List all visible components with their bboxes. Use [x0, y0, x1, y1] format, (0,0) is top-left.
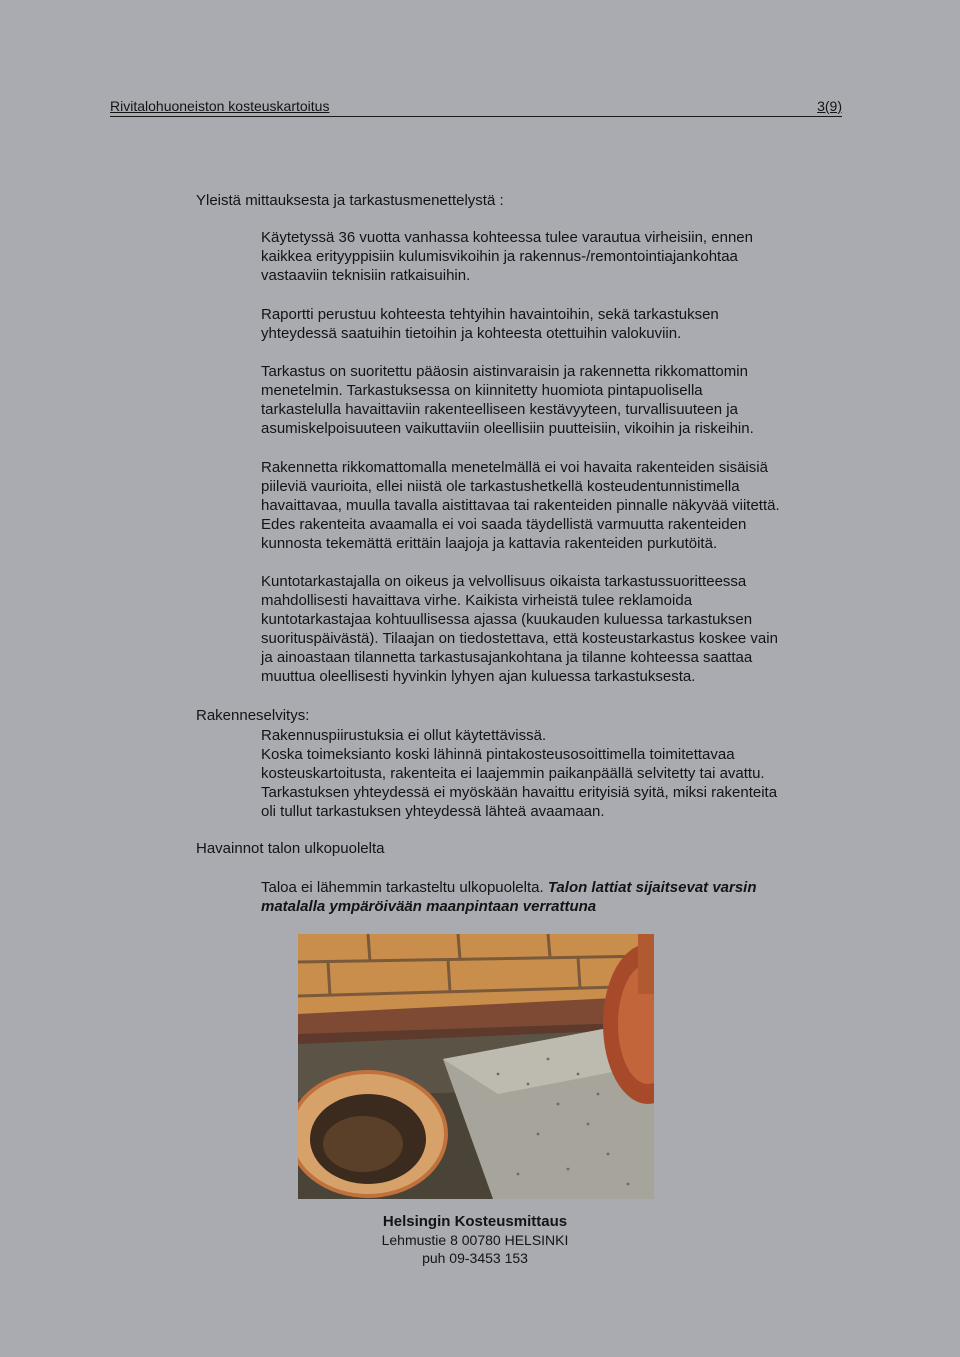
text-line: Käytetyssä 36 vuotta vanhassa kohteessa tulee varautua virheisiin, ennen: [261, 229, 753, 246]
paragraph-method: [261, 362, 841, 438]
paragraph-age: [261, 228, 841, 285]
text-line: menetelmin. Tarkastuksessa on kiinnitetty huomiota pintapuolisella: [261, 382, 703, 400]
section-heading-outside: Havainnot talon ulkopuolelta: [196, 840, 385, 857]
company-name: Helsingin Kosteusmittaus: [382, 1213, 568, 1230]
emphasis-text: Talon lattiat sijaitsevat varsin: [547, 879, 757, 896]
text-line: Rakennuspiirustuksia ei ollut käytettävissä.: [261, 727, 547, 744]
text-line: kunnosta tekemättä erittäin laajoja ja kattavia rakenteiden purkutöitä.: [261, 535, 718, 553]
text-line: kosteuskartoitusta, rakenteita ei laajemmin paikanpäällä selvitetty tai avattu.: [261, 765, 765, 783]
document-title: Rivitalohuoneiston kosteuskartoitus: [110, 98, 330, 114]
text-line: [261, 878, 841, 897]
text-line: asumiskelpoisuuteen vaikuttaviin oleellisiin puutteisiin, vikoihin ja riskeihin.: [261, 420, 754, 438]
text-line: Tarkastuksen yhteydessä ei myöskään havaittu erityisiä syitä, miksi rakenteita: [261, 784, 778, 802]
page-footer: [300, 1213, 650, 1267]
text-line: Raportti perustuu kohteesta tehtyihin havaintoihin, sekä tarkastuksen: [261, 306, 719, 323]
text-line: tarkastelulla havaittaviin rakenteelliseen kestävyyteen, turvallisuuteen ja: [261, 401, 738, 419]
company-phone: puh 09-3453 153: [422, 1250, 528, 1266]
text-line: Rakennetta rikkomattomalla menetelmällä ei voi havaita rakenteiden sisäisiä: [261, 459, 768, 476]
text-line: ja ainoastaan tilannetta tarkastusajankohtana ja tilanne kohteessa saattaa: [261, 649, 753, 667]
plain-text: Taloa ei lähemmin tarkasteltu ulkopuolelta.: [261, 879, 548, 896]
text-line: Kuntotarkastajalla on oikeus ja velvollisuus oikaista tarkastussuoritteessa: [261, 573, 747, 590]
text-line: mahdollisesti havaittava virhe. Kaikista virheistä tulee reklamoida: [261, 592, 693, 610]
text-line: Koska toimeksianto koski lähinnä pintakosteusosoittimella toimitettavaa: [261, 746, 735, 764]
text-line: Edes rakenteita avaamalla ei voi saada täydellistä varmuutta rakenteiden: [261, 516, 747, 534]
text-line: yhteydessä saatuihin tietoihin ja kohteesta otettuihin valokuviin.: [261, 325, 682, 343]
text-line: muuttua oleellisesti hyvinkin lyhyen ajan kuluessa tarkastuksesta.: [261, 668, 696, 686]
section-heading-general: Yleistä mittauksesta ja tarkastusmenettelystä :: [196, 192, 504, 209]
company-address: Lehmustie 8 00780 HELSINKI: [381, 1232, 569, 1248]
section-heading-structure: Rakenneselvitys:: [196, 707, 310, 724]
text-line: piileviä vaurioita, ellei niistä ole tarkastushetkellä kosteudentunnistimella: [261, 478, 740, 496]
text-line: suorituspäivästä). Tilaajan on tiedostettava, että kosteustarkastus koskee vain: [261, 630, 778, 648]
text-line: Tarkastus on suoritettu pääosin aistinvaraisin ja rakennetta rikkomattomin: [261, 363, 748, 380]
paragraph-limitations: [261, 458, 841, 553]
text-line: havaittavaa, muulla tavalla aistittavaa tai rakenteiden pinnalle näkyvää viitettä.: [261, 497, 780, 515]
paragraph-outside: [261, 878, 841, 916]
paragraph-corrections: [261, 572, 841, 687]
paragraph-structure: [261, 726, 841, 821]
text-line: kaikkea erityyppisiin kulumisvikoihin ja rakennus-/remontointiajankohtaa: [261, 248, 738, 266]
text-line: kuntotarkastajaa kohtuullisessa ajassa (kuukauden kuluessa tarkastuksen: [261, 611, 753, 629]
emphasis-text-line: matalalla ympäröivään maanpintaan verrattuna: [261, 898, 597, 916]
text-line: oli tullut tarkastuksen yhteydessä lähteä avaamaan.: [261, 803, 605, 821]
page-number: 3(9): [817, 98, 842, 114]
text-line: vastaaviin teknisiin ratkaisuihin.: [261, 267, 471, 285]
page-header: [110, 96, 842, 117]
foundation-photo: [298, 934, 654, 1199]
paragraph-report-basis: [261, 305, 841, 343]
